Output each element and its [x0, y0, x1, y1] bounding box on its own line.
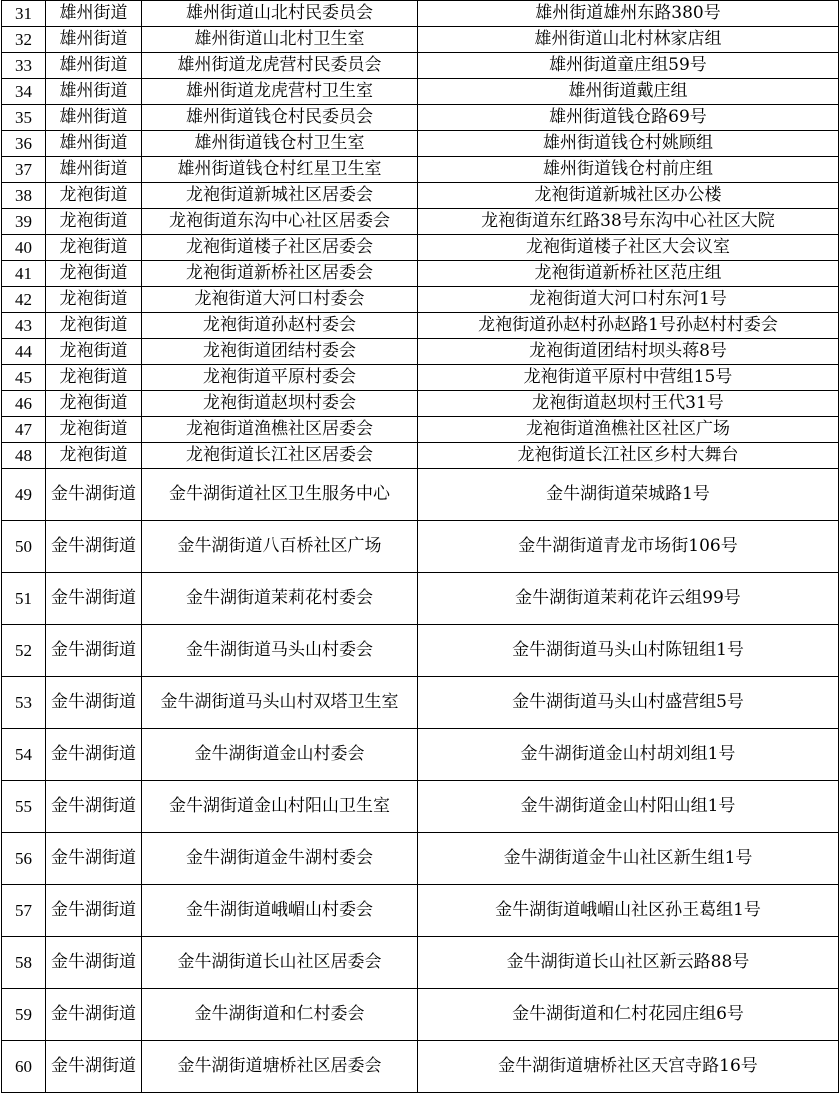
address-cell: 龙袍街道长江社区乡村大舞台	[418, 443, 839, 469]
site-name-cell: 雄州街道龙虎营村民委员会	[142, 53, 418, 79]
address-cell: 金牛湖街道马头山村陈钮组1号	[418, 625, 839, 677]
address-cell: 龙袍街道新桥社区范庄组	[418, 261, 839, 287]
row-number-cell: 53	[2, 677, 46, 729]
street-cell: 龙袍街道	[46, 391, 142, 417]
address-cell: 金牛湖街道金山村阳山组1号	[418, 781, 839, 833]
table-row	[2, 469, 839, 521]
address-cell: 龙袍街道大河口村东河1号	[418, 287, 839, 313]
site-name-cell: 龙袍街道新城社区居委会	[142, 183, 418, 209]
row-number-cell: 46	[2, 391, 46, 417]
address-cell: 龙袍街道孙赵村孙赵路1号孙赵村村委会	[418, 313, 839, 339]
street-cell: 龙袍街道	[46, 443, 142, 469]
table-row	[2, 885, 839, 937]
table-row	[2, 313, 839, 339]
site-name-cell: 雄州街道钱仓村红星卫生室	[142, 157, 418, 183]
street-cell: 金牛湖街道	[46, 469, 142, 521]
row-number-cell: 35	[2, 105, 46, 131]
site-name-cell: 金牛湖街道峨嵋山村委会	[142, 885, 418, 937]
site-name-cell: 金牛湖街道马头山村双塔卫生室	[142, 677, 418, 729]
site-name-cell: 雄州街道钱仓村卫生室	[142, 131, 418, 157]
address-cell: 雄州街道山北村林家店组	[418, 27, 839, 53]
row-number-cell: 48	[2, 443, 46, 469]
street-cell: 金牛湖街道	[46, 573, 142, 625]
address-cell: 金牛湖街道长山社区新云路88号	[418, 937, 839, 989]
table-row	[2, 287, 839, 313]
address-cell: 雄州街道钱仓村姚顾组	[418, 131, 839, 157]
table-row	[2, 27, 839, 53]
street-cell: 龙袍街道	[46, 209, 142, 235]
street-cell: 金牛湖街道	[46, 677, 142, 729]
row-number-cell: 55	[2, 781, 46, 833]
street-cell: 龙袍街道	[46, 183, 142, 209]
street-cell: 金牛湖街道	[46, 833, 142, 885]
table-row	[2, 131, 839, 157]
site-name-cell: 雄州街道山北村民委员会	[142, 1, 418, 27]
street-cell: 雄州街道	[46, 27, 142, 53]
site-name-cell: 金牛湖街道金山村阳山卫生室	[142, 781, 418, 833]
site-name-cell: 金牛湖街道和仁村委会	[142, 989, 418, 1041]
row-number-cell: 57	[2, 885, 46, 937]
table-row	[2, 729, 839, 781]
address-cell: 金牛湖街道塘桥社区天宫寺路16号	[418, 1041, 839, 1093]
address-cell: 雄州街道钱仓路69号	[418, 105, 839, 131]
address-cell: 金牛湖街道和仁村花园庄组6号	[418, 989, 839, 1041]
address-cell: 金牛湖街道茉莉花许云组99号	[418, 573, 839, 625]
row-number-cell: 45	[2, 365, 46, 391]
row-number-cell: 32	[2, 27, 46, 53]
street-cell: 金牛湖街道	[46, 781, 142, 833]
site-name-cell: 龙袍街道团结村委会	[142, 339, 418, 365]
row-number-cell: 43	[2, 313, 46, 339]
street-cell: 龙袍街道	[46, 235, 142, 261]
table-row	[2, 391, 839, 417]
row-number-cell: 39	[2, 209, 46, 235]
street-cell: 金牛湖街道	[46, 1041, 142, 1093]
site-name-cell: 金牛湖街道长山社区居委会	[142, 937, 418, 989]
table-row	[2, 677, 839, 729]
table-row	[2, 235, 839, 261]
site-name-cell: 龙袍街道平原村委会	[142, 365, 418, 391]
site-name-cell: 金牛湖街道社区卫生服务中心	[142, 469, 418, 521]
site-name-cell: 龙袍街道渔樵社区居委会	[142, 417, 418, 443]
table-row	[2, 781, 839, 833]
site-name-cell: 雄州街道山北村卫生室	[142, 27, 418, 53]
row-number-cell: 47	[2, 417, 46, 443]
row-number-cell: 56	[2, 833, 46, 885]
row-number-cell: 41	[2, 261, 46, 287]
row-number-cell: 33	[2, 53, 46, 79]
site-name-cell: 龙袍街道大河口村委会	[142, 287, 418, 313]
row-number-cell: 44	[2, 339, 46, 365]
address-cell: 龙袍街道平原村中营组15号	[418, 365, 839, 391]
row-number-cell: 54	[2, 729, 46, 781]
street-cell: 雄州街道	[46, 157, 142, 183]
table-row	[2, 209, 839, 235]
street-cell: 龙袍街道	[46, 365, 142, 391]
table-row	[2, 105, 839, 131]
street-cell: 龙袍街道	[46, 417, 142, 443]
row-number-cell: 31	[2, 1, 46, 27]
row-number-cell: 40	[2, 235, 46, 261]
row-number-cell: 60	[2, 1041, 46, 1093]
table-row	[2, 1, 839, 27]
address-cell: 金牛湖街道峨嵋山社区孙王葛组1号	[418, 885, 839, 937]
street-cell: 金牛湖街道	[46, 989, 142, 1041]
address-cell: 金牛湖街道马头山村盛营组5号	[418, 677, 839, 729]
address-cell: 金牛湖街道金山村胡刘组1号	[418, 729, 839, 781]
site-name-cell: 金牛湖街道八百桥社区广场	[142, 521, 418, 573]
site-name-cell: 龙袍街道楼子社区居委会	[142, 235, 418, 261]
street-cell: 雄州街道	[46, 105, 142, 131]
table-row	[2, 937, 839, 989]
street-cell: 金牛湖街道	[46, 729, 142, 781]
table-row	[2, 625, 839, 677]
row-number-cell: 49	[2, 469, 46, 521]
row-number-cell: 42	[2, 287, 46, 313]
address-cell: 龙袍街道团结村坝头蒋8号	[418, 339, 839, 365]
street-cell: 金牛湖街道	[46, 937, 142, 989]
row-number-cell: 38	[2, 183, 46, 209]
address-cell: 金牛湖街道荣城路1号	[418, 469, 839, 521]
street-cell: 龙袍街道	[46, 287, 142, 313]
site-name-cell: 龙袍街道东沟中心社区居委会	[142, 209, 418, 235]
site-name-cell: 金牛湖街道金牛湖村委会	[142, 833, 418, 885]
site-list-table	[1, 0, 839, 1093]
table-row	[2, 443, 839, 469]
address-cell: 龙袍街道渔樵社区社区广场	[418, 417, 839, 443]
table-row	[2, 573, 839, 625]
street-cell: 金牛湖街道	[46, 625, 142, 677]
table-body	[2, 1, 839, 1093]
table-row	[2, 417, 839, 443]
row-number-cell: 50	[2, 521, 46, 573]
site-name-cell: 龙袍街道赵坝村委会	[142, 391, 418, 417]
address-cell: 金牛湖街道金牛山社区新生组1号	[418, 833, 839, 885]
table-row	[2, 365, 839, 391]
table-row	[2, 833, 839, 885]
street-cell: 龙袍街道	[46, 339, 142, 365]
table-row	[2, 989, 839, 1041]
site-name-cell: 金牛湖街道马头山村委会	[142, 625, 418, 677]
table-row	[2, 261, 839, 287]
site-name-cell: 金牛湖街道金山村委会	[142, 729, 418, 781]
site-name-cell: 龙袍街道孙赵村委会	[142, 313, 418, 339]
street-cell: 雄州街道	[46, 79, 142, 105]
site-name-cell: 雄州街道钱仓村民委员会	[142, 105, 418, 131]
street-cell: 雄州街道	[46, 131, 142, 157]
street-cell: 金牛湖街道	[46, 885, 142, 937]
address-cell: 雄州街道雄州东路380号	[418, 1, 839, 27]
row-number-cell: 58	[2, 937, 46, 989]
address-cell: 龙袍街道东红路38号东沟中心社区大院	[418, 209, 839, 235]
street-cell: 雄州街道	[46, 1, 142, 27]
address-cell: 龙袍街道赵坝村王代31号	[418, 391, 839, 417]
table-row	[2, 53, 839, 79]
table-row	[2, 521, 839, 573]
site-name-cell: 金牛湖街道塘桥社区居委会	[142, 1041, 418, 1093]
address-cell: 雄州街道钱仓村前庄组	[418, 157, 839, 183]
site-name-cell: 金牛湖街道茉莉花村委会	[142, 573, 418, 625]
row-number-cell: 37	[2, 157, 46, 183]
address-cell: 雄州街道戴庄组	[418, 79, 839, 105]
row-number-cell: 34	[2, 79, 46, 105]
table-row	[2, 183, 839, 209]
site-name-cell: 龙袍街道新桥社区居委会	[142, 261, 418, 287]
street-cell: 龙袍街道	[46, 261, 142, 287]
row-number-cell: 52	[2, 625, 46, 677]
site-name-cell: 龙袍街道长江社区居委会	[142, 443, 418, 469]
table-row	[2, 79, 839, 105]
row-number-cell: 59	[2, 989, 46, 1041]
row-number-cell: 51	[2, 573, 46, 625]
row-number-cell: 36	[2, 131, 46, 157]
street-cell: 雄州街道	[46, 53, 142, 79]
address-cell: 龙袍街道新城社区办公楼	[418, 183, 839, 209]
address-cell: 龙袍街道楼子社区大会议室	[418, 235, 839, 261]
address-cell: 雄州街道童庄组59号	[418, 53, 839, 79]
site-name-cell: 雄州街道龙虎营村卫生室	[142, 79, 418, 105]
table-row	[2, 339, 839, 365]
table-row	[2, 1041, 839, 1093]
street-cell: 金牛湖街道	[46, 521, 142, 573]
table-row	[2, 157, 839, 183]
address-cell: 金牛湖街道青龙市场街106号	[418, 521, 839, 573]
street-cell: 龙袍街道	[46, 313, 142, 339]
